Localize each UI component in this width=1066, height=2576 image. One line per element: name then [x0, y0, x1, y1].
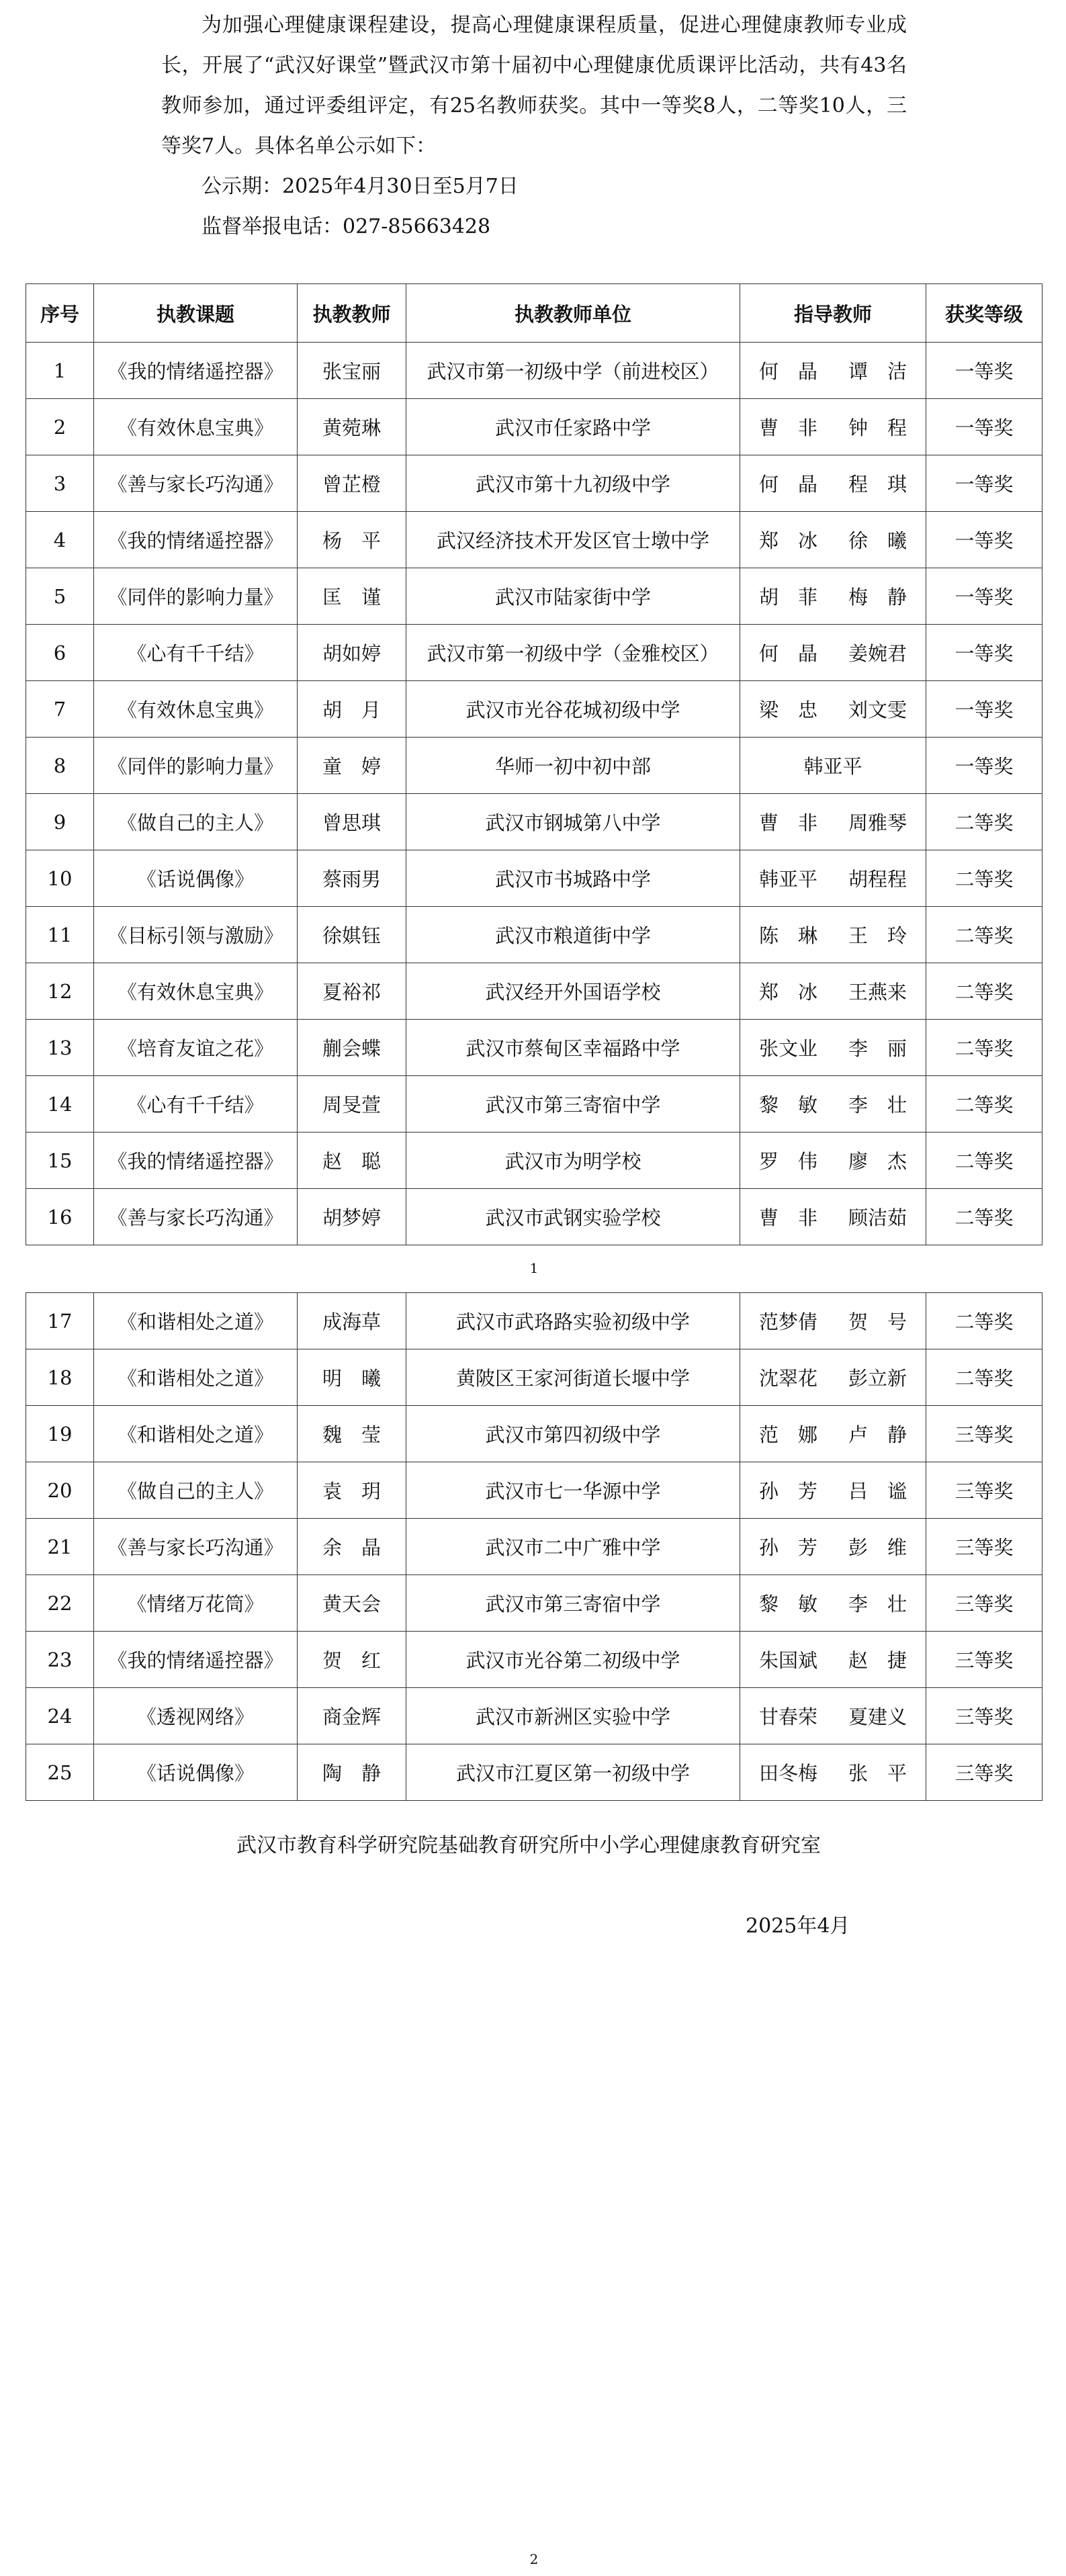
cell-unit: 武汉市光谷第二初级中学 [406, 1632, 740, 1688]
cell-unit: 武汉市武珞路实验初级中学 [406, 1293, 740, 1349]
cell-award: 一等奖 [926, 738, 1042, 794]
cell-topic: 《有效休息宝典》 [94, 681, 298, 738]
cell-topic: 《话说偶像》 [94, 1744, 298, 1801]
advisor-name: 罗 伟 [759, 1150, 818, 1173]
advisor-name: 曹 非 [759, 811, 818, 834]
cell-award: 一等奖 [926, 399, 1042, 455]
cell-unit: 武汉市第一初级中学（金雅校区） [406, 625, 740, 681]
cell-topic: 《和谐相处之道》 [94, 1293, 298, 1349]
cell-topic: 《我的情绪遥控器》 [94, 1632, 298, 1688]
table-row [26, 1293, 1042, 1349]
table-row [26, 455, 1042, 512]
cell-no: 11 [26, 907, 94, 963]
advisor-name: 顾洁茹 [848, 1206, 907, 1229]
cell-award: 三等奖 [926, 1406, 1042, 1462]
cell-no: 1 [26, 343, 94, 399]
advisor-name: 孙 芳 [759, 1480, 818, 1503]
cell-teacher: 胡如婷 [298, 625, 406, 681]
cell-advisors [740, 1688, 926, 1744]
cell-unit: 武汉市第三寄宿中学 [406, 1076, 740, 1132]
advisor-name: 周雅琴 [848, 811, 907, 834]
cell-advisors [740, 1519, 926, 1575]
cell-teacher: 夏裕祁 [298, 963, 406, 1020]
table-row [26, 1020, 1042, 1076]
advisor-name: 胡程程 [848, 868, 907, 891]
advisor-name: 程 琪 [848, 473, 907, 496]
cell-teacher: 明 曦 [298, 1349, 406, 1406]
cell-advisors [740, 512, 926, 568]
cell-teacher: 蒯会蝶 [298, 1020, 406, 1076]
cell-unit: 武汉市二中广雅中学 [406, 1519, 740, 1575]
table-row [26, 681, 1042, 738]
cell-no: 14 [26, 1076, 94, 1132]
table-row [26, 907, 1042, 963]
header-advisors: 指导教师 [740, 284, 926, 343]
cell-award: 二等奖 [926, 907, 1042, 963]
cell-award: 一等奖 [926, 625, 1042, 681]
cell-advisors [740, 1020, 926, 1076]
cell-no: 25 [26, 1744, 94, 1801]
advisor-name: 梁 忠 [759, 699, 818, 721]
cell-topic: 《善与家长巧沟通》 [94, 1519, 298, 1575]
table-row [26, 1076, 1042, 1132]
cell-unit: 武汉市新洲区实验中学 [406, 1688, 740, 1744]
table-row [26, 1462, 1042, 1519]
cell-topic: 《同伴的影响力量》 [94, 568, 298, 625]
table-row [26, 1688, 1042, 1744]
cell-advisors [740, 1462, 926, 1519]
advisor-name: 梅 静 [848, 586, 907, 609]
advisor-name: 夏建义 [848, 1705, 907, 1728]
advisor-name: 郑 冰 [759, 981, 818, 1004]
cell-no: 13 [26, 1020, 94, 1076]
header-teacher: 执教教师 [298, 284, 406, 343]
table-row [26, 738, 1042, 794]
cell-topic: 《目标引领与激励》 [94, 907, 298, 963]
cell-no: 15 [26, 1132, 94, 1189]
cell-teacher: 徐娸钰 [298, 907, 406, 963]
awards-table-page-1 [26, 283, 1042, 1245]
cell-teacher: 商金辉 [298, 1688, 406, 1744]
advisor-name: 曹 非 [759, 1206, 818, 1229]
cell-advisors [740, 1293, 926, 1349]
cell-award: 二等奖 [926, 850, 1042, 907]
cell-topic: 《透视网络》 [94, 1688, 298, 1744]
table-row [26, 1632, 1042, 1688]
cell-teacher: 匡 谨 [298, 568, 406, 625]
advisor-name: 胡 菲 [759, 586, 818, 609]
cell-teacher: 成海草 [298, 1293, 406, 1349]
header-no: 序号 [26, 284, 94, 343]
cell-advisors [740, 1076, 926, 1132]
cell-topic: 《培育友谊之花》 [94, 1020, 298, 1076]
advisor-name: 孙 芳 [759, 1536, 818, 1559]
footer-date: 2025年4月 [746, 1914, 850, 1938]
advisor-name: 韩亚平 [803, 755, 862, 778]
cell-topic: 《情绪万花筒》 [94, 1575, 298, 1632]
cell-no: 3 [26, 455, 94, 512]
table-row [26, 1519, 1042, 1575]
cell-advisors [740, 1406, 926, 1462]
table-row [26, 568, 1042, 625]
cell-unit: 武汉市蔡甸区幸福路中学 [406, 1020, 740, 1076]
advisor-name: 范 娜 [759, 1423, 818, 1446]
cell-unit: 武汉经开外国语学校 [406, 963, 740, 1020]
advisor-name: 沈翠花 [759, 1367, 818, 1390]
cell-advisors [740, 399, 926, 455]
cell-teacher: 袁 玥 [298, 1462, 406, 1519]
advisor-name: 徐 曦 [848, 529, 907, 552]
cell-advisors [740, 850, 926, 907]
cell-teacher: 杨 平 [298, 512, 406, 568]
table-row [26, 1406, 1042, 1462]
advisor-name: 何 晶 [759, 473, 818, 496]
cell-topic: 《做自己的主人》 [94, 794, 298, 850]
cell-topic: 《我的情绪遥控器》 [94, 343, 298, 399]
cell-topic: 《做自己的主人》 [94, 1462, 298, 1519]
cell-award: 二等奖 [926, 1132, 1042, 1189]
cell-teacher: 曾芷橙 [298, 455, 406, 512]
header-unit: 执教教师单位 [406, 284, 740, 343]
table-header-row [26, 284, 1042, 343]
cell-topic: 《话说偶像》 [94, 850, 298, 907]
cell-no: 8 [26, 738, 94, 794]
table-row [26, 1575, 1042, 1632]
cell-no: 22 [26, 1575, 94, 1632]
header-award: 获奖等级 [926, 284, 1042, 343]
cell-topic: 《善与家长巧沟通》 [94, 455, 298, 512]
cell-topic: 《和谐相处之道》 [94, 1349, 298, 1406]
advisor-name: 刘文雯 [848, 699, 907, 721]
cell-no: 7 [26, 681, 94, 738]
table-row [26, 512, 1042, 568]
cell-no: 24 [26, 1688, 94, 1744]
page-number: 2 [529, 2551, 539, 2567]
table-row [26, 1189, 1042, 1245]
cell-award: 二等奖 [926, 1020, 1042, 1076]
advisor-name: 曹 非 [759, 416, 818, 439]
cell-award: 三等奖 [926, 1744, 1042, 1801]
cell-unit: 武汉市光谷花城初级中学 [406, 681, 740, 738]
cell-no: 4 [26, 512, 94, 568]
advisor-name: 赵 捷 [848, 1649, 907, 1672]
cell-award: 一等奖 [926, 455, 1042, 512]
advisor-name: 朱国斌 [759, 1649, 818, 1672]
table-row [26, 1744, 1042, 1801]
table-row [26, 625, 1042, 681]
cell-advisors [740, 1744, 926, 1801]
cell-unit: 武汉市第三寄宿中学 [406, 1575, 740, 1632]
cell-topic: 《我的情绪遥控器》 [94, 512, 298, 568]
advisor-name: 李 壮 [848, 1593, 907, 1615]
cell-unit: 武汉市书城路中学 [406, 850, 740, 907]
cell-teacher: 周旻萱 [298, 1076, 406, 1132]
advisor-name: 黎 敏 [759, 1593, 818, 1615]
cell-topic: 《心有千千结》 [94, 1076, 298, 1132]
cell-teacher: 黄天会 [298, 1575, 406, 1632]
cell-unit: 黄陂区王家河街道长堰中学 [406, 1349, 740, 1406]
cell-no: 10 [26, 850, 94, 907]
cell-unit: 武汉市粮道街中学 [406, 907, 740, 963]
header-topic: 执教课题 [94, 284, 298, 343]
page-number: 1 [529, 1260, 539, 1276]
cell-unit: 武汉市钢城第八中学 [406, 794, 740, 850]
cell-unit: 武汉市江夏区第一初级中学 [406, 1744, 740, 1801]
cell-award: 三等奖 [926, 1462, 1042, 1519]
publicity-period: 公示期：2025年4月30日至5月7日 [202, 175, 519, 198]
cell-no: 21 [26, 1519, 94, 1575]
cell-unit: 武汉市第十九初级中学 [406, 455, 740, 512]
cell-advisors [740, 343, 926, 399]
cell-no: 16 [26, 1189, 94, 1245]
cell-no: 18 [26, 1349, 94, 1406]
cell-teacher: 黄菀琳 [298, 399, 406, 455]
advisor-name: 卢 静 [848, 1423, 907, 1446]
table-row [26, 1349, 1042, 1406]
advisor-name: 李 壮 [848, 1094, 907, 1116]
cell-award: 二等奖 [926, 963, 1042, 1020]
advisor-name: 钟 程 [848, 416, 907, 439]
cell-no: 5 [26, 568, 94, 625]
advisor-name: 廖 杰 [848, 1150, 907, 1173]
cell-award: 一等奖 [926, 568, 1042, 625]
advisor-name: 王燕来 [848, 981, 907, 1004]
cell-award: 三等奖 [926, 1688, 1042, 1744]
cell-no: 2 [26, 399, 94, 455]
cell-advisors [740, 963, 926, 1020]
cell-award: 三等奖 [926, 1632, 1042, 1688]
table-row [26, 850, 1042, 907]
cell-unit: 武汉经济技术开发区官士墩中学 [406, 512, 740, 568]
cell-award: 二等奖 [926, 794, 1042, 850]
cell-advisors [740, 1132, 926, 1189]
cell-topic: 《我的情绪遥控器》 [94, 1132, 298, 1189]
cell-teacher: 赵 聪 [298, 1132, 406, 1189]
table-row [26, 1132, 1042, 1189]
advisor-name: 吕 谧 [848, 1480, 907, 1503]
cell-advisors [740, 1632, 926, 1688]
cell-award: 二等奖 [926, 1293, 1042, 1349]
cell-teacher: 贺 红 [298, 1632, 406, 1688]
cell-advisors [740, 625, 926, 681]
advisor-name: 王 玲 [848, 924, 907, 947]
cell-topic: 《和谐相处之道》 [94, 1406, 298, 1462]
cell-award: 二等奖 [926, 1189, 1042, 1245]
advisor-name: 彭 维 [848, 1536, 907, 1559]
advisor-name: 张 平 [848, 1762, 907, 1785]
cell-advisors [740, 1189, 926, 1245]
cell-advisors [740, 907, 926, 963]
cell-unit: 武汉市武钢实验学校 [406, 1189, 740, 1245]
intro-paragraph: 为加强心理健康课程建设，提高心理健康课程质量，促进心理健康教师专业成长，开展了“武汉好课堂”暨武汉市第十届初中心理健康优质课评比活动，共有43名教师参加，通过评委组评定，有25名教师获奖。其中一等奖8人，二等奖10人，三等奖7人。具体名单公示如下： [161, 13, 907, 158]
cell-topic: 《同伴的影响力量》 [94, 738, 298, 794]
table-row [26, 343, 1042, 399]
cell-advisors [740, 738, 926, 794]
table-row [26, 399, 1042, 455]
cell-teacher: 曾思琪 [298, 794, 406, 850]
cell-unit: 武汉市任家路中学 [406, 399, 740, 455]
cell-teacher: 魏 莹 [298, 1406, 406, 1462]
cell-no: 17 [26, 1293, 94, 1349]
cell-advisors [740, 568, 926, 625]
cell-advisors [740, 1575, 926, 1632]
cell-topic: 《有效休息宝典》 [94, 399, 298, 455]
cell-advisors [740, 794, 926, 850]
advisor-name: 黎 敏 [759, 1094, 818, 1116]
advisor-name: 何 晶 [759, 642, 818, 665]
cell-unit: 武汉市为明学校 [406, 1132, 740, 1189]
advisor-name: 郑 冰 [759, 529, 818, 552]
cell-topic: 《心有千千结》 [94, 625, 298, 681]
cell-unit: 武汉市七一华源中学 [406, 1462, 740, 1519]
advisor-name: 韩亚平 [759, 868, 818, 891]
advisor-name: 姜婉君 [848, 642, 907, 665]
cell-no: 12 [26, 963, 94, 1020]
cell-advisors [740, 1349, 926, 1406]
advisor-name: 范梦倩 [759, 1311, 818, 1333]
cell-teacher: 胡 月 [298, 681, 406, 738]
cell-no: 23 [26, 1632, 94, 1688]
cell-teacher: 童 婷 [298, 738, 406, 794]
advisor-name: 何 晶 [759, 360, 818, 383]
cell-no: 20 [26, 1462, 94, 1519]
advisor-name: 谭 洁 [848, 360, 907, 383]
footer-organization: 武汉市教育科学研究院基础教育研究所中小学心理健康教育研究室 [236, 1834, 821, 1857]
intro-section [161, 5, 907, 247]
table-row [26, 794, 1042, 850]
cell-no: 9 [26, 794, 94, 850]
cell-award: 一等奖 [926, 512, 1042, 568]
cell-unit: 华师一初中初中部 [406, 738, 740, 794]
table-row [26, 963, 1042, 1020]
cell-unit: 武汉市第四初级中学 [406, 1406, 740, 1462]
cell-teacher: 陶 静 [298, 1744, 406, 1801]
cell-no: 19 [26, 1406, 94, 1462]
cell-unit: 武汉市陆家街中学 [406, 568, 740, 625]
cell-topic: 《有效休息宝典》 [94, 963, 298, 1020]
advisor-name: 彭立新 [848, 1367, 907, 1390]
cell-advisors [740, 681, 926, 738]
cell-award: 一等奖 [926, 343, 1042, 399]
advisor-name: 张文业 [759, 1037, 818, 1060]
cell-teacher: 胡梦婷 [298, 1189, 406, 1245]
cell-advisors [740, 455, 926, 512]
cell-topic: 《善与家长巧沟通》 [94, 1189, 298, 1245]
advisor-name: 田冬梅 [759, 1762, 818, 1785]
cell-award: 一等奖 [926, 681, 1042, 738]
cell-teacher: 张宝丽 [298, 343, 406, 399]
cell-no: 6 [26, 625, 94, 681]
cell-teacher: 余 晶 [298, 1519, 406, 1575]
advisor-name: 甘春荣 [759, 1705, 818, 1728]
cell-award: 二等奖 [926, 1076, 1042, 1132]
cell-award: 三等奖 [926, 1519, 1042, 1575]
awards-table-page-2 [26, 1292, 1042, 1801]
advisor-name: 李 丽 [848, 1037, 907, 1060]
advisor-name: 贺 号 [848, 1311, 907, 1333]
cell-award: 三等奖 [926, 1575, 1042, 1632]
advisor-name: 陈 琳 [759, 924, 818, 947]
cell-unit: 武汉市第一初级中学（前进校区） [406, 343, 740, 399]
cell-teacher: 蔡雨男 [298, 850, 406, 907]
cell-award: 二等奖 [926, 1349, 1042, 1406]
report-hotline: 监督举报电话：027-85663428 [202, 215, 491, 238]
